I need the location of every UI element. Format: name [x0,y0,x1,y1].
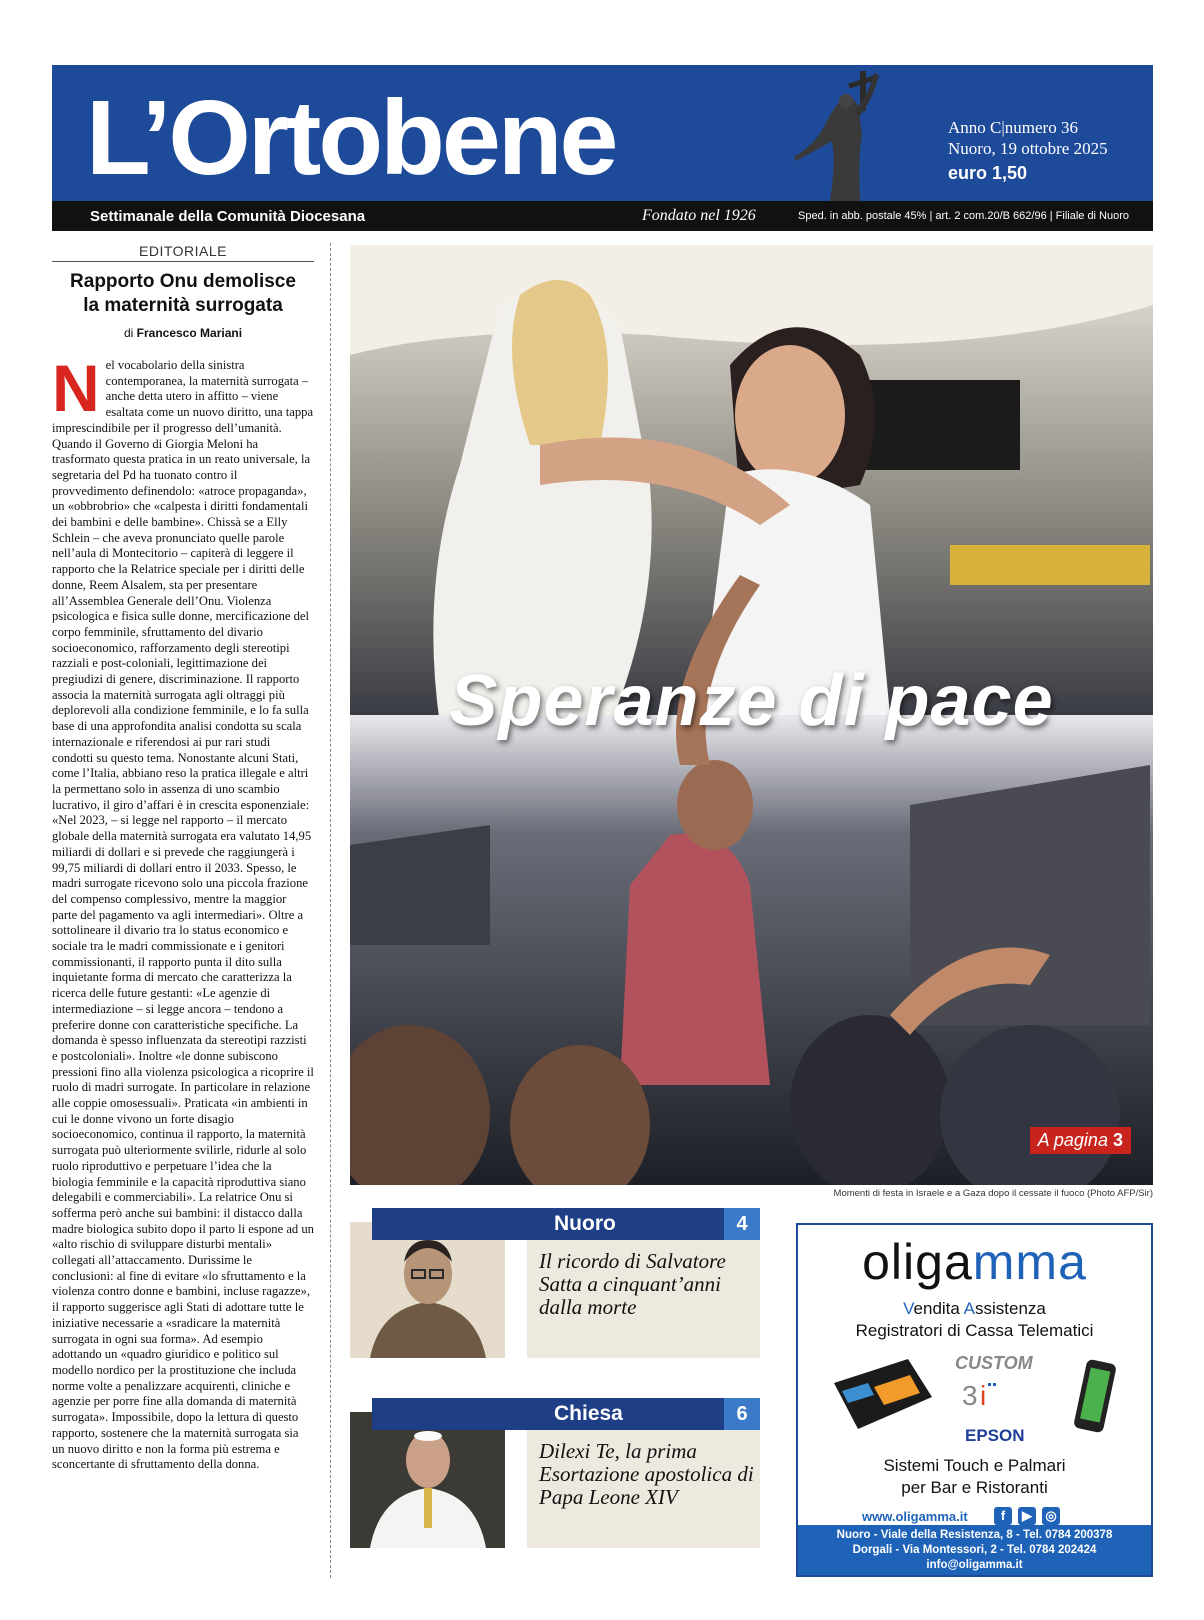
byline [52,326,314,340]
page-reference-label: A pagina [1037,1130,1108,1150]
teaser-box-nuoro[interactable] [350,1208,760,1358]
ad-registers: Registratori di Cassa Telematici [855,1321,1094,1340]
tagline: Settimanale della Comunità Diocesana [90,208,366,225]
ad-address: Nuoro - Viale della Resistenza, 8 - Tel. 0784 200378 [836,1529,1113,1541]
cover-headline[interactable]: Speranze di pace [449,661,1054,741]
ad-email[interactable]: info@oligamma.it [926,1559,1023,1571]
ad-systems [798,1455,1151,1499]
page-reference-number: 3 [1112,1130,1123,1150]
teaser-title: Il ricordo di Salvatore Satta a cinquant’anni dalla morte [527,1240,760,1358]
youtube-icon[interactable]: ▶ [1018,1507,1036,1525]
retail-solutions-logo-icon [958,1377,1018,1417]
issue-number: Anno C|numero 36 [948,118,1078,137]
teaser-section: Nuoro [554,1212,616,1235]
editorial-body [52,351,314,1473]
oligamma-advertisement[interactable] [796,1223,1153,1577]
facebook-icon[interactable]: f [994,1507,1012,1525]
teaser-page-number: 4 [724,1208,760,1240]
ad-address: Dorgali - Via Montessori, 2 - Tel. 0784 202424 [852,1544,1097,1556]
editorial-title[interactable] [52,270,314,318]
ad-services [798,1299,1151,1319]
section-kicker: EDITORIALE [52,243,314,262]
teaser-label [372,1208,760,1240]
cover-photo[interactable] [350,245,1153,1185]
editorial-title-line: la maternità surrogata [83,295,283,316]
handheld-pos-icon [1066,1357,1126,1437]
editorial-column [52,243,314,1473]
page-reference[interactable] [1030,1127,1131,1154]
editorial-text: el vocabolario della sinistra contemporanea, la maternità surrogata – anche detta utero in affitto – viene esaltata come un nuovo diritto, una tappa imprescindibile per il progresso dell’umanità. Quando il Governo di Giorgia Meloni ha trasformato questa pratica in un reato universale, la segretaria del Pd ha tuonato contro il provvedimento definendolo: «atroce propaganda», un «obbrobrio» che «calpesta i diritti fondamentali dei bambini e delle bambine». Chissà se a Elly Schlein – che aveva pronunciato quelle parole nell’aula di Montecitorio – capiterà di leggere il rapporto che la Relatrice speciale per i diritti delle donne, Reem Alsalem, sta per presentare all’Assemblea Generale dell’Onu. Violenza psicologica e fisica sulle donne, mercificazione del corpo femminile, sfruttamento del divario socioeconomico, rafforzamento degli stereotipi razziali e post-coloniali, legittimazione dei pregiudizi di genere, discriminazione. Il rapporto associa la maternità surrogata agli oltraggi più deplorevoli alla condizione femminile, e lo fa sulla base di una approfondita analisi condotta su scala internazionale e riferendosi ai pur rari studi condotti su questo tema. Nonostante alcuni Stati, come l’Italia, abbiano reso la pratica illegale e altri la permettano solo in assenza di uno scambio lucrativo, il giro d’affari è in crescita esponenziale: «Nel 2023, – si legge nel rapporto – il mercato globale della maternità surrogata era valutato 14,95 miliardi di dollari e si prevede che raggiungerà i 99,75 miliardi di dollari entro il 2033. Spesso, le madri surrogate ricevono solo una piccola frazione del compenso complessivo, mentre la maggior parte del pagamento va agli intermediari». Oltre a sottolineare il divario tra lo status economico e sociale tra le madri commissionate e i genitori commissionanti, il rapporto punta il dito sulla inquietante forma di mercato che caratterizza la ricerca delle future gestanti: «Le agenzie di intermediazione – si legge ancora – tendono a preferire donne con caratteristiche specifiche. La domanda è spesso influenzata da stereotipi razzisti e postcoloniali». Inoltre «le donne subiscono pressioni fino alla violenza psicologica a ricoprire il ruolo di madri surrogate. In particolare in relazione alle coppie omosessuali». Praticata «in ambienti in cui le donne vivono un forte disagio socioeconomico, continua il rapporto, la maternità surrogata può ulteriormente svilirle, ridurle al solo ruolo riproduttivo e perpetuare l’idea che la biologia femminile e la capacità riproduttiva siano delegabili e commerciabili». La relatrice Onu si sofferma però anche sui bambini: il distacco dalla madre biologica subito dopo il parto li espone ad un «alto rischio di sviluppare disturbi mentali» collegati all’attaccamento. Durissime le conclusioni: al fine di evitare «lo sfruttamento e la violenza contro donne e bambini, incluse ragazze», il rapporto suggerisce agli Stati di adottare tutte le iniziative necessarie a «sradicare la maternità surrogata in ogni sua forma». Ad esempio adottando un «quadro giuridico e politico sul modello nordico per la prostituzione che includa norme volte a penalizzare acquirenti, cliniche e agenzie per porre fine alla domanda di maternità surrogata». Impossibile, dopo la lettura di questo rapporto, sostenere che la maternità surrogata sia un nuovo diritto e non la forma più estrema e sconcertante di sfruttamento della donna. [52,358,314,1472]
ad-custom-logo: CUSTOM [955,1353,1033,1373]
issue-info [948,117,1108,184]
cash-register-icon [828,1353,938,1435]
drop-cap: N [52,351,100,425]
ad-epson-logo: EPSON [965,1426,1025,1445]
founded-note: Fondato nel 1926 [642,207,756,224]
ad-initial: V [903,1299,914,1318]
ad-word: ssistenza [974,1299,1046,1318]
ad-brand-logo [798,1233,1151,1291]
author-name: Francesco Mariani [136,326,243,340]
ad-systems-line: per Bar e Ristoranti [901,1478,1048,1497]
teaser-label [372,1398,760,1430]
ad-brand-accent: mma [972,1234,1087,1290]
ad-word: endita [913,1299,964,1318]
svg-text:i: i [980,1380,987,1411]
column-divider [330,243,331,1578]
teaser-page-number: 6 [724,1398,760,1430]
ad-systems-line: Sistemi Touch e Palmari [883,1456,1066,1475]
thumbnail-pope [350,1412,505,1548]
thumbnail-satta [350,1222,505,1358]
ad-initial: A [963,1299,975,1318]
ad-website-link[interactable]: www.oligamma.it [862,1509,968,1524]
ad-contacts [798,1525,1151,1575]
issue-price: euro 1,50 [948,163,1028,183]
issue-date: Nuoro, 19 ottobre 2025 [948,139,1108,158]
teaser-title: Dilexi Te, la prima Esortazione apostolica di Papa Leone XIV [527,1430,760,1548]
photo-caption: Momenti di festa in Israele e a Gaza dopo il cessate il fuoco (Photo AFP/Sir) [833,1188,1153,1199]
svg-text:3: 3 [962,1380,978,1411]
teaser-box-chiesa[interactable] [350,1398,760,1548]
ad-social-links [994,1507,1066,1525]
newspaper-logo: L’Ortobene [86,79,616,197]
byline-prefix: di [123,326,134,340]
teaser-section: Chiesa [554,1402,623,1425]
masthead [52,65,1153,201]
instagram-icon[interactable]: ◎ [1042,1507,1060,1525]
redentore-statue-icon [782,65,912,201]
editorial-title-line: Rapporto Onu demolisce [70,271,296,292]
ad-brand-part: oliga [862,1234,973,1290]
masthead-subbar [52,201,1153,231]
postal-info: Sped. in abb. postale 45% | art. 2 com.20/B 662/96 | Filiale di Nuoro [798,210,1130,222]
